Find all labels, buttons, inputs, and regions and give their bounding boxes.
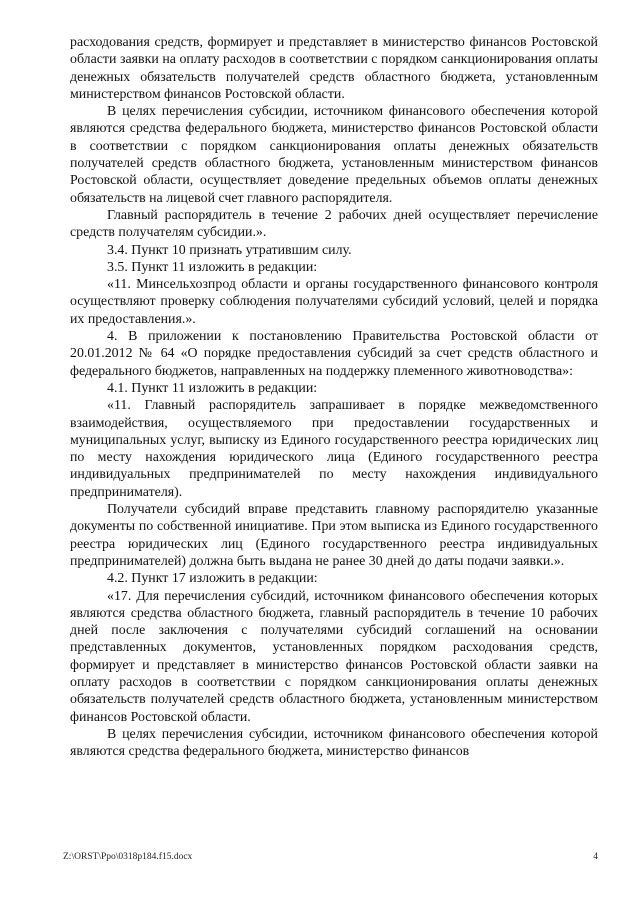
paragraph: 4.1. Пункт 11 изложить в редакции: xyxy=(107,380,318,396)
page-number: 4 xyxy=(593,852,598,862)
paragraph: Главный распорядитель в течение 2 рабочих дней осуществляет перечисление средств получателям субсидии.». xyxy=(70,207,598,241)
paragraph: «17. Для перечисления субсидий, источником финансового обеспечения которых являются средства областного бюджета, главный распорядитель в течение 10 рабочих дней после заключения с получателями субсидий соглашений на основании представленных документов, установленных порядком расходования средств, формирует и представляет в министерство финансов Ростовской области заявки на оплату расходов в соответствии с порядком санкционирования оплаты денежных обязательств получателей средств областного бюджета, установленным министерством финансов Ростовской области. xyxy=(70,588,598,725)
paragraph: 4.2. Пункт 17 изложить в редакции: xyxy=(107,571,318,587)
paragraph: расходования средств, формирует и представляет в министерство финансов Ростовской области заявки на оплату расходов в соответствии с порядком санкционирования оплаты денежных обязательств получателей средств областного бюджета, установленным министерством финансов Ростовской области. xyxy=(70,35,598,102)
paragraph: 3.5. Пункт 11 изложить в редакции: xyxy=(107,259,318,275)
paragraph: «11. Минсельхозпрод области и органы государственного финансового контроля осуществляют проверку соблюдения получателями субсидий условий, целей и порядка их предоставления.». xyxy=(70,277,598,327)
paragraph: 3.4. Пункт 10 признать утратившим силу. xyxy=(107,242,352,258)
paragraph: 4. В приложении к постановлению Правительства Ростовской области от 20.01.2012 № 64 «О порядке предоставления субсидий за счет средств областного и федерального бюджетов, направленных на поддержку племенного животноводства»: xyxy=(70,329,598,379)
page-footer xyxy=(63,852,598,862)
document-body xyxy=(70,34,598,760)
paragraph: Получатели субсидий вправе представить главному распорядителю указанные документы по собственной инициативе. При этом выписка из Единого государственного реестра юридических лиц (Единого государственного реестра индивидуальных предпринимателей) должна быть выдана не ранее 30 дней до даты подачи заявки.». xyxy=(70,502,598,569)
paragraph: «11. Главный распорядитель запрашивает в порядке межведомственного взаимодействия, осуществляемого при предоставлении государственных и муниципальных услуг, выписку из Единого государственного реестра юридических лиц по месту нахождения юридического лица (Единого государственного реестра индивидуальных предпринимателей по месту нахождения индивидуального предпринимателя). xyxy=(70,398,598,500)
paragraph: В целях перечисления субсидии, источником финансового обеспечения которой являются средства федерального бюджета, министерство финансов xyxy=(70,726,598,760)
paragraph: В целях перечисления субсидии, источником финансового обеспечения которой являются средства федерального бюджета, министерство финансов Ростовской области в соответствии с порядком санкционирования оплаты денежных обязательств получателей средств областного бюджета, установленным министерством финансов Ростовской области, осуществляет доведение предельных объемов оплаты денежных обязательств на лицевой счет главного распорядителя. xyxy=(70,104,598,206)
file-path: Z:\ORST\Ppo\0318p184.f15.docx xyxy=(63,852,193,862)
